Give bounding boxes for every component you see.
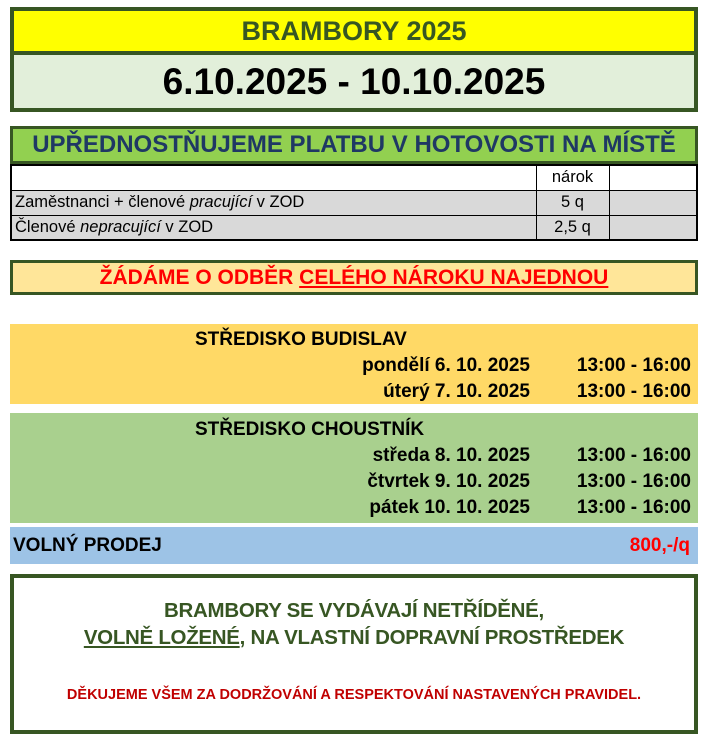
footer-box xyxy=(10,574,698,734)
table-row xyxy=(11,190,697,215)
page-title: BRAMBORY 2025 xyxy=(241,15,467,46)
schedule-row xyxy=(10,353,698,379)
free-sale-bar xyxy=(10,527,698,564)
footer-underlined-text: VOLNĚ LOŽENÉ xyxy=(83,626,240,649)
schedule-day: pondělí 6. 10. 2025 xyxy=(362,355,530,376)
payment-banner xyxy=(10,126,698,164)
request-text-underlined: CELÉHO NÁROKU NAJEDNOU xyxy=(299,265,609,289)
free-sale-price: 800,-/q xyxy=(629,534,690,556)
schedule-time: 13:00 - 16:00 xyxy=(576,445,691,466)
date-range: 6.10.2025 - 10.10.2025 xyxy=(162,60,546,102)
row-value: 2,5 q xyxy=(536,215,609,240)
schedule-budislav xyxy=(10,324,698,404)
schedule-row xyxy=(10,469,698,495)
row-label-prefix: Zaměstnanci + členové xyxy=(15,193,190,211)
row-label-italic: nepracující xyxy=(80,217,161,236)
row-label-suffix: v ZOD xyxy=(160,217,214,236)
request-banner-text xyxy=(100,266,609,290)
table-header-row xyxy=(11,165,697,190)
schedule-day: úterý 7. 10. 2025 xyxy=(383,381,530,402)
schedule-day: středa 8. 10. 2025 xyxy=(372,445,530,466)
free-sale-label: VOLNÝ PRODEJ xyxy=(13,534,162,556)
schedule-choustnik xyxy=(10,413,698,523)
schedule-budislav-title: STŘEDISKO BUDISLAV xyxy=(195,329,407,350)
row-value: 5 q xyxy=(536,190,609,215)
row-label-italic: pracující xyxy=(189,193,253,211)
table-row xyxy=(11,215,697,240)
schedule-choustnik-title: STŘEDISKO CHOUSTNÍK xyxy=(195,419,425,440)
row-label-suffix: v ZOD xyxy=(252,193,305,211)
header-cell-empty xyxy=(11,165,536,190)
schedule-day: pátek 10. 10. 2025 xyxy=(369,497,530,518)
footer-notice-line1: BRAMBORY SE VYDÁVAJÍ NETŘÍDĚNÉ, xyxy=(164,599,544,622)
payment-banner-text: UPŘEDNOSTŇUJEME PLATBU V HOTOVOSTI NA MÍSTĚ xyxy=(32,131,676,158)
row-empty-cell xyxy=(609,190,697,215)
header-cell-empty2 xyxy=(609,165,697,190)
row-label xyxy=(11,215,536,240)
schedule-time: 13:00 - 16:00 xyxy=(576,355,691,376)
schedule-time: 13:00 - 16:00 xyxy=(576,471,691,492)
row-empty-cell xyxy=(609,215,697,240)
schedule-time: 13:00 - 16:00 xyxy=(576,381,691,402)
allocation-table xyxy=(10,164,698,241)
schedule-row xyxy=(10,495,698,521)
header-block xyxy=(10,7,698,112)
row-label xyxy=(11,190,536,215)
footer-thanks: DĚKUJEME VŠEM ZA DODRŽOVÁNÍ A RESPEKTOVÁNÍ NASTAVENÝCH PRAVIDEL. xyxy=(66,687,642,703)
schedule-day: čtvrtek 9. 10. 2025 xyxy=(367,471,530,492)
schedule-row xyxy=(10,379,698,405)
footer-notice-line2 xyxy=(14,624,694,651)
title-banner xyxy=(14,11,694,51)
header-cell-narok: nárok xyxy=(536,165,609,190)
schedule-row xyxy=(10,443,698,469)
row-label-prefix: Členové xyxy=(15,217,81,236)
footer-line2-rest: , NA VLASTNÍ DOPRAVNÍ PROSTŘEDEK xyxy=(239,626,625,649)
date-range-box xyxy=(14,51,694,108)
footer-notice xyxy=(14,597,694,651)
request-text-plain: ŽÁDÁME O ODBĚR xyxy=(99,265,300,289)
schedule-time: 13:00 - 16:00 xyxy=(576,497,691,518)
request-banner xyxy=(10,260,698,295)
